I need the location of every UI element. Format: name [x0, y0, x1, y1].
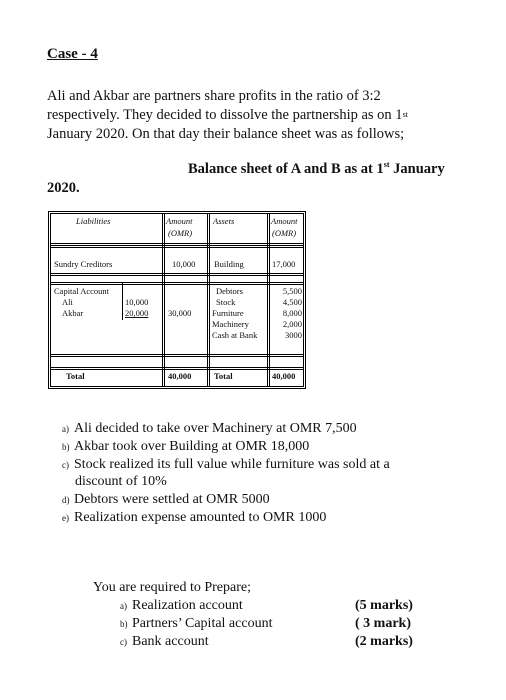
header-assets: Assets — [213, 216, 235, 226]
balance-sheet-title: Balance sheet of A and B as at 1st January — [188, 160, 445, 177]
required-item-c-marks: (2 marks) — [355, 634, 413, 649]
row-capital-account: Capital Account — [54, 286, 110, 296]
intro-line-3: January 2020. On that day their balance sheet was as follows; — [47, 126, 405, 142]
required-item-c: c) Bank account — [120, 634, 209, 649]
intro-line-2: respectively. They decided to dissolve the partnership as on 1st — [47, 107, 408, 123]
row-stock-amount: 4,500 — [282, 297, 302, 307]
row-ali-amount: 10,000 — [125, 297, 149, 307]
row-akbar-amount: 20,000 — [125, 308, 149, 318]
row-machinery-amount: 2,000 — [282, 319, 302, 329]
item-c-continued: discount of 10% — [75, 474, 167, 489]
row-building-amount: 17,000 — [272, 259, 296, 269]
row-sundry-creditors-amount: 10,000 — [172, 259, 196, 269]
row-stock: Stock — [216, 297, 236, 307]
case-title: Case - 4 — [47, 46, 98, 62]
balance-sheet-year: 2020. — [47, 180, 80, 196]
row-total-label-assets: Total — [214, 371, 233, 381]
row-debtors: Debtors — [216, 286, 243, 296]
row-total-assets: 40,000 — [272, 371, 296, 381]
row-total-liabilities: 40,000 — [168, 371, 192, 381]
row-sundry-creditors: Sundry Creditors — [54, 259, 113, 269]
item-b: b) Akbar took over Building at OMR 18,000 — [62, 439, 310, 454]
header-amount-assets: Amount — [271, 216, 298, 226]
balance-sheet-table — [48, 211, 306, 389]
intro-line-1: Ali and Akbar are partners share profits in the ratio of 3:2 — [47, 88, 381, 104]
header-liabilities: Liabilities — [76, 216, 111, 226]
row-debtors-amount: 5,500 — [282, 286, 302, 296]
row-cash-at-bank-amount: 3000 — [285, 330, 302, 340]
item-a: a) Ali decided to take over Machinery at OMR 7,500 — [62, 421, 357, 436]
row-ali: Ali — [62, 297, 73, 307]
row-akbar: Akbar — [62, 308, 84, 318]
header-amount-assets-unit: (OMR) — [272, 228, 297, 238]
required-item-a-marks: (5 marks) — [355, 598, 413, 613]
item-e: e) Realization expense amounted to OMR 1000 — [62, 510, 327, 525]
row-furniture: Furniture — [212, 308, 244, 318]
row-capital-total: 30,000 — [168, 308, 192, 318]
row-cash-at-bank: Cash at Bank — [212, 330, 258, 340]
row-total-label-liabilities: Total — [66, 371, 85, 381]
row-machinery: Machinery — [212, 319, 249, 329]
required-intro: You are required to Prepare; — [93, 580, 251, 595]
header-amount-liabilities: Amount — [166, 216, 193, 226]
item-c: c) Stock realized its full value while furniture was sold at a — [62, 457, 390, 472]
row-furniture-amount: 8,000 — [282, 308, 302, 318]
header-amount-liabilities-unit: (OMR) — [168, 228, 193, 238]
item-d: d) Debtors were settled at OMR 5000 — [62, 492, 270, 507]
row-building: Building — [214, 259, 244, 269]
intro-paragraph — [47, 87, 467, 144]
required-item-b: b) Partners’ Capital account — [120, 616, 273, 631]
required-item-b-marks: ( 3 mark) — [355, 616, 411, 631]
required-item-a: a) Realization account — [120, 598, 243, 613]
